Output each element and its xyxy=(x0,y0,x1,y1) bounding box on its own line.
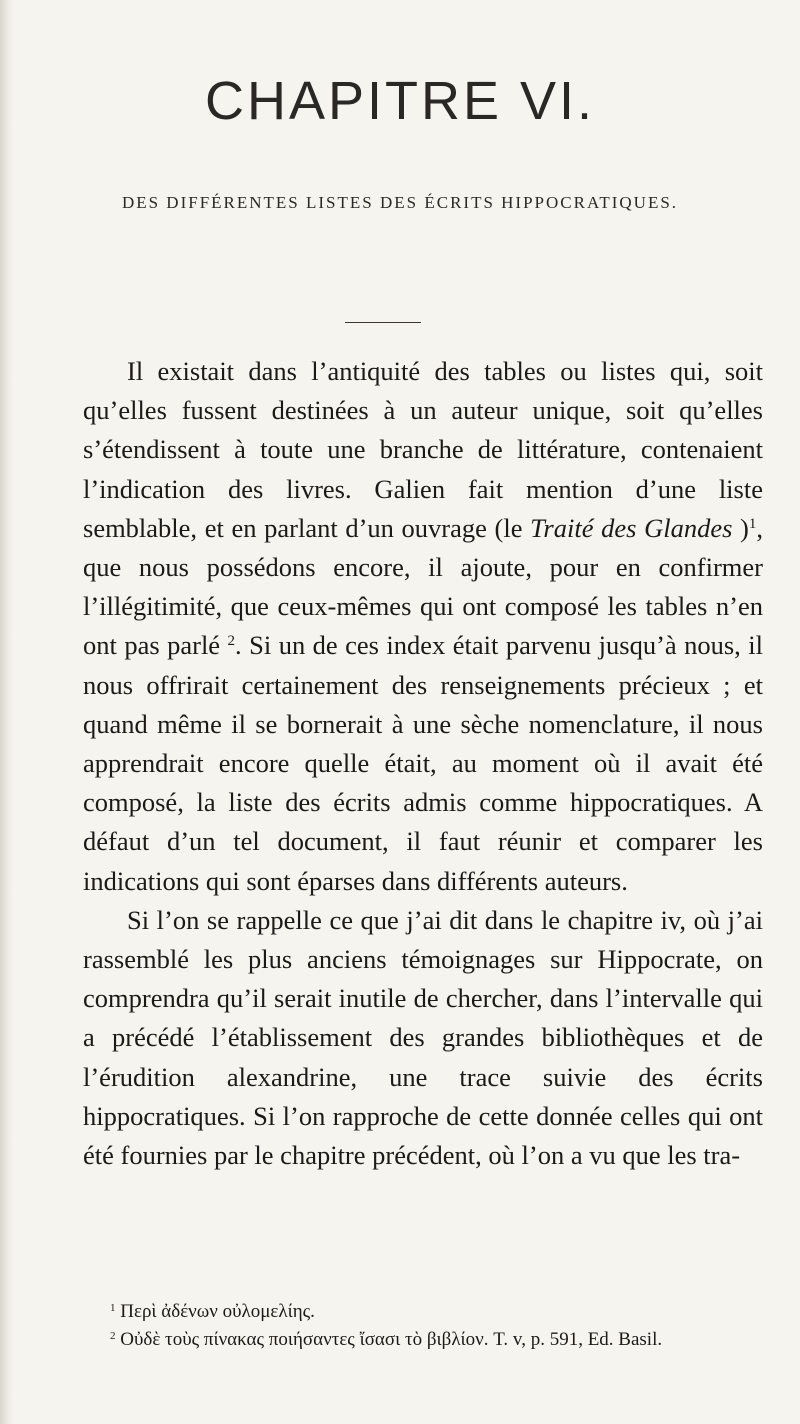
italic-title: Traité des Glandes xyxy=(530,512,733,543)
paragraph-text: ) xyxy=(732,512,749,543)
chapter-subtitle: DES DIFFÉRENTES LISTES DES ÉCRITS HIPPOCRATIQUES. xyxy=(121,193,679,212)
paragraph-text: . Si un de ces index était parvenu jusqu’à nous, il nous offrirait certainement des renseignements précieux ; et quand même il se bornerait à une sèche nomenclature, il nous apprendrait encore quelle était, au moment où il avait été composé, la liste des écrits admis comme hippocratiques. A défaut d’un tel document, il faut réunir et comparer les indications qui sont éparses dans différents auteurs. xyxy=(83,630,763,896)
footnote-reference: 1 xyxy=(748,515,757,532)
footnote xyxy=(86,1298,766,1326)
footnote-text: Οὐδὲ τοὺς πίνακας ποιήσαντες ἴσασι τὸ βιβλίον. T. v, p. 591, Ed. Basil. xyxy=(115,1329,663,1350)
footnotes xyxy=(86,1298,766,1354)
chapter-title: CHAPITRE VI. xyxy=(204,71,596,131)
footnote xyxy=(86,1326,766,1354)
footnote-mark: 1 xyxy=(110,1302,116,1314)
body-paragraph xyxy=(83,901,763,1175)
paragraph-text: Il existait dans l’antiquité des tables ou listes qui, soit qu’elles fussent destinées à un auteur unique, soit qu’elles s’étendissent à toute une branche de littérature, contenaient l’indication des livres. Galien fait mention d’une liste semblable, et en parlant d’un ouvrage (le xyxy=(83,356,763,543)
footnote-reference: 2 xyxy=(227,633,236,650)
body-text xyxy=(83,352,763,1175)
paragraph-text: Si l’on se rappelle ce que j’ai dit dans le chapitre iv, où j’ai rassemblé les plus anciens témoignages sur Hippocrate, on comprendra qu’il serait inutile de chercher, dans l’intervalle qui a précédé l’établissement des grandes bibliothèques et de l’érudition alexandrine, une trace suivie des écrits hippocratiques. Si l’on rapproche de cette donnée celles qui ont été fournies par le chapitre précédent, où l’on a vu que les tra- xyxy=(83,904,763,1171)
paragraph-text: , que nous possédons encore, il ajoute, pour en confirmer l’illégitimité, que ceux-mêmes qui ont composé les tables n’en ont pas parlé xyxy=(83,512,763,661)
footnote-mark: 2 xyxy=(110,1330,116,1342)
body-paragraph xyxy=(83,352,763,901)
title-divider xyxy=(345,322,421,323)
footnote-text: Περὶ ἀδένων οὐλομελίης. xyxy=(115,1301,315,1322)
